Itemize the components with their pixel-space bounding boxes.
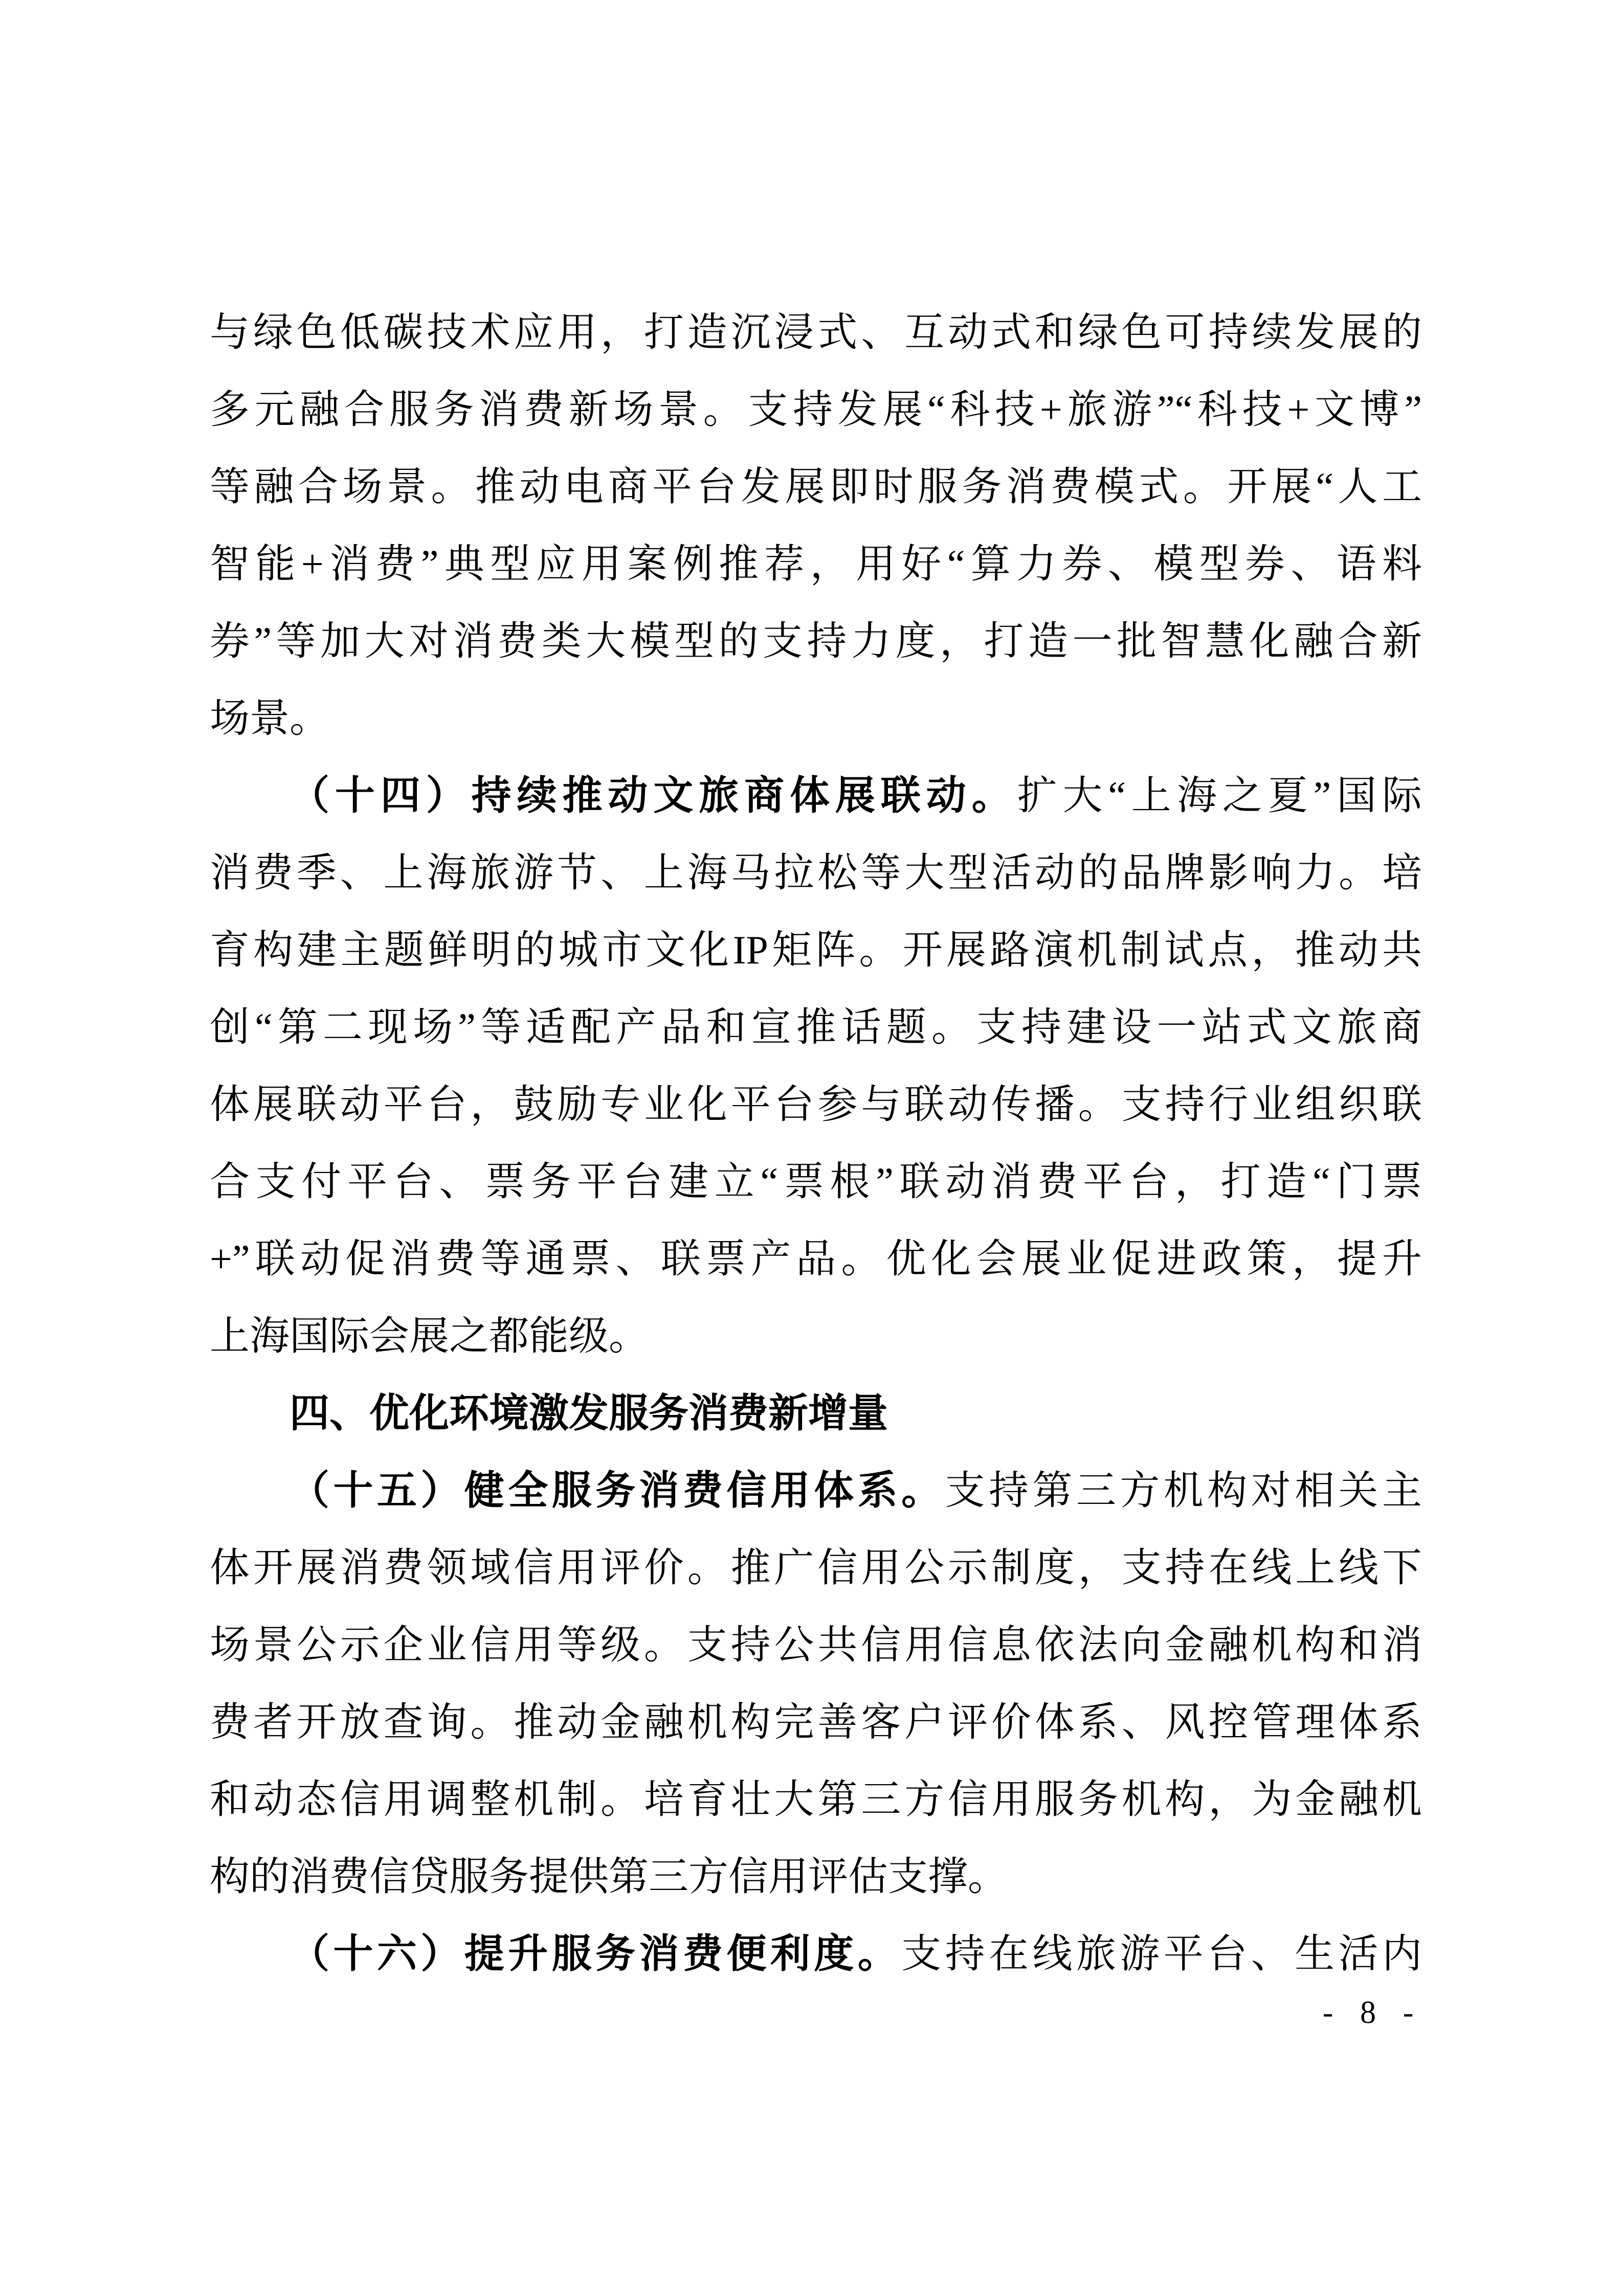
text-line: 智能+消费”典型应用案例推荐，用好“算力券、模型券、语料 <box>210 542 1422 586</box>
text-line: 消费季、上海旅游节、上海马拉松等大型活动的品牌影响力。培 <box>210 850 1422 895</box>
text-line: +”联动促消费等通票、联票产品。优化会展业促进政策，提升 <box>210 1236 1422 1281</box>
text-line: 构的消费信贷服务提供第三方信用评估支撑。 <box>210 1854 1008 1899</box>
page-number: - 8 - <box>1322 1995 1423 2030</box>
text-run: 支持第三方机构对相关主 <box>945 1468 1422 1513</box>
text-line <box>210 757 1422 834</box>
text-line: 费者开放查询。推动金融机构完善客户评价体系、风控管理体系 <box>210 1700 1422 1744</box>
text-run: 扩大“上海之夏”国际 <box>1017 773 1422 818</box>
item-14-lead: （十四）持续推动文旅商体展联动。 <box>290 773 1017 818</box>
text-block <box>210 294 1422 1992</box>
text-line: 场景。 <box>210 696 330 740</box>
text-line <box>210 1452 1422 1529</box>
text-line: 创“第二现场”等适配产品和宣推话题。支持建设一站式文旅商 <box>210 1005 1422 1049</box>
text-line: 上海国际会展之都能级。 <box>210 1314 649 1358</box>
paragraph-continuation <box>210 294 1422 757</box>
paragraph-item-14 <box>210 757 1422 1375</box>
text-line: 和动态信用调整机制。培育壮大第三方信用服务机构，为金融机 <box>210 1777 1422 1821</box>
item-16-lead: （十六）提升服务消费便利度。 <box>290 1931 902 1976</box>
paragraph-item-16 <box>210 1915 1422 1992</box>
text-line: 场景公示企业信用等级。支持公共信用信息依法向金融机构和消 <box>210 1623 1422 1667</box>
text-line: 多元融合服务消费新场景。支持发展“科技+旅游”“科技+文博” <box>210 387 1422 432</box>
text-line: 与绿色低碳技术应用，打造沉浸式、互动式和绿色可持续发展的 <box>210 310 1422 354</box>
text-line: 合支付平台、票务平台建立“票根”联动消费平台，打造“门票 <box>210 1159 1422 1204</box>
paragraph-item-15 <box>210 1452 1422 1915</box>
text-line: 券”等加大对消费类大模型的支持力度，打造一批智慧化融合新 <box>210 619 1422 663</box>
text-line: 等融合场景。推动电商平台发展即时服务消费模式。开展“人工 <box>210 464 1422 509</box>
section-4-heading: 四、优化环境激发服务消费新增量 <box>290 1390 888 1435</box>
text-run: 支持在线旅游平台、生活内 <box>901 1931 1422 1976</box>
text-line: 体展联动平台，鼓励专业化平台参与联动传播。支持行业组织联 <box>210 1082 1422 1127</box>
text-line: 体开展消费领域信用评价。推广信用公示制度，支持在线上线下 <box>210 1545 1422 1590</box>
text-line <box>210 1915 1422 1992</box>
text-line: 育构建主题鲜明的城市文化IP矩阵。开展路演机制试点，推动共 <box>210 928 1422 972</box>
item-15-lead: （十五）健全服务消费信用体系。 <box>290 1468 945 1513</box>
